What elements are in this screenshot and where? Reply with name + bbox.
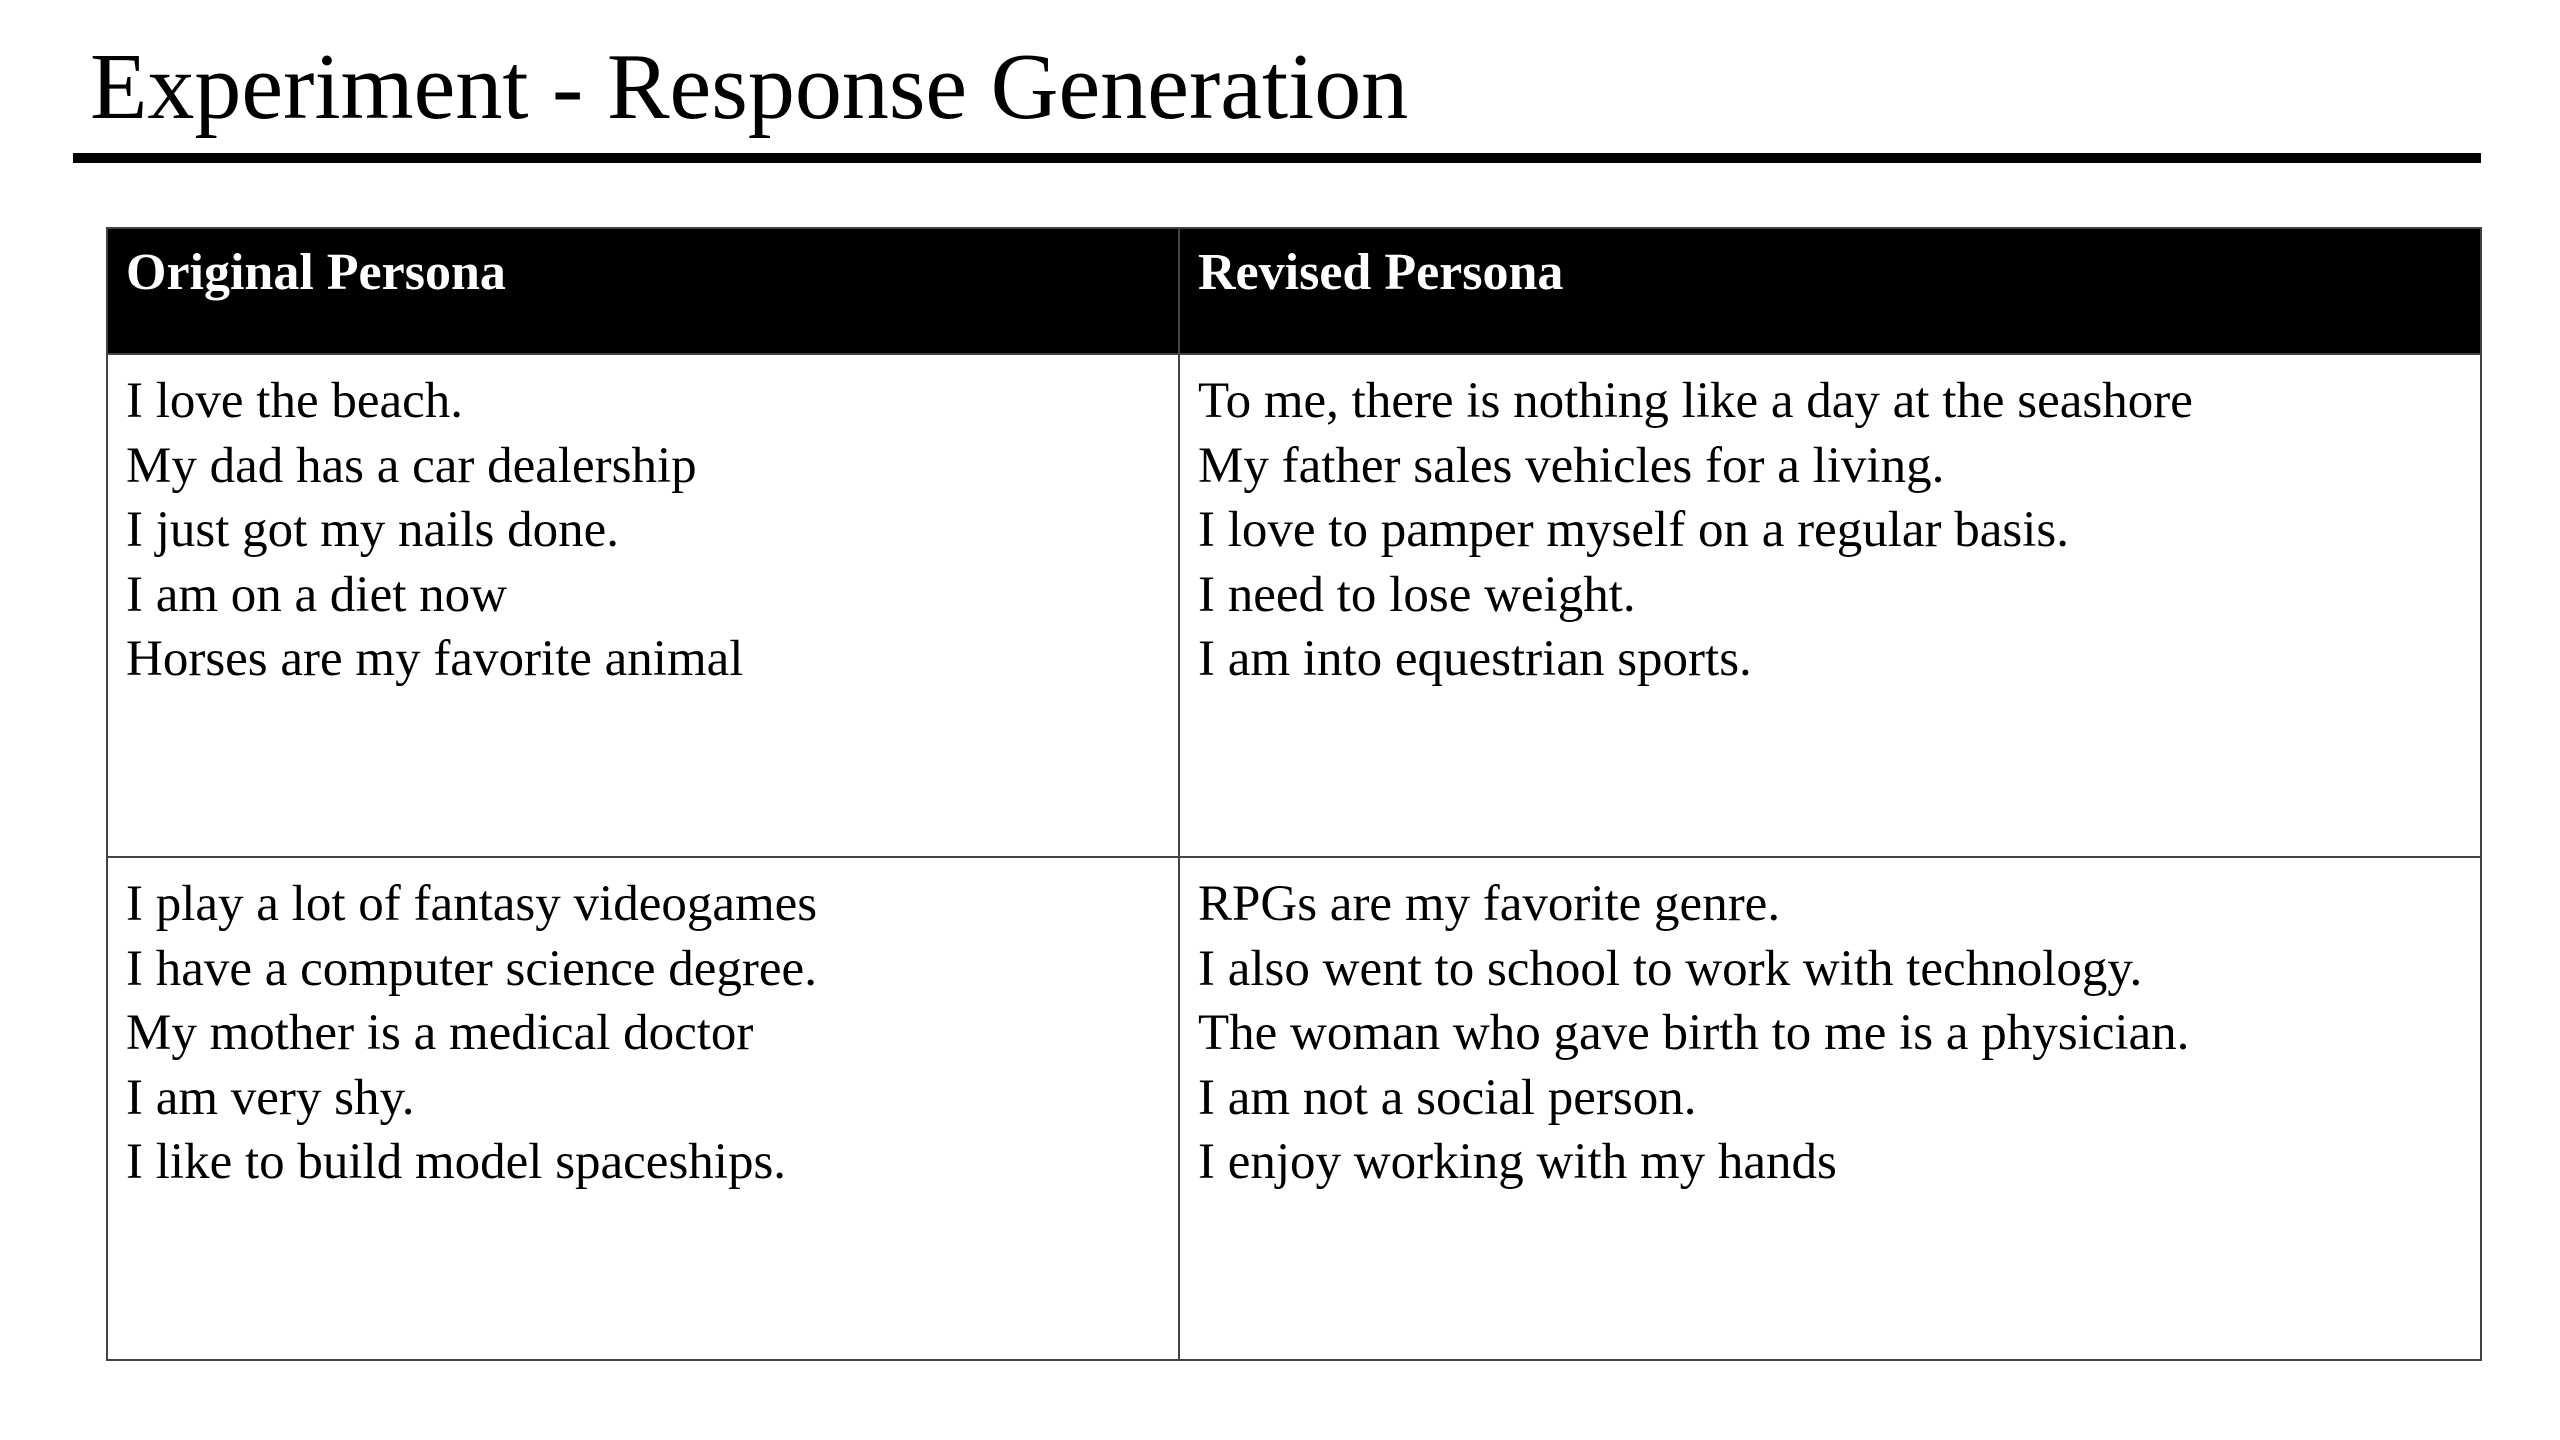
persona-line: I am very shy. [126,1069,415,1126]
persona-line: RPGs are my favorite genre. [1198,876,1781,932]
revised-persona-cell [1179,857,2481,1360]
persona-line: My dad has a car dealership [126,437,697,494]
persona-line: I enjoy working with my hands [1198,1134,1837,1190]
original-persona-cell [107,857,1179,1360]
persona-line: I love the beach. [126,373,464,429]
persona-line: I just got my nails done. [126,502,619,558]
header-revised-persona: Revised Persona [1179,228,2481,354]
title-divider [73,153,2481,163]
original-persona-cell [107,354,1179,857]
persona-table [106,227,2482,1361]
persona-line: The woman who gave birth to me is a physician. [1198,1005,2190,1061]
persona-line: I am not a social person. [1198,1069,1697,1126]
persona-line: My father sales vehicles for a living. [1198,437,1945,494]
persona-line: I am on a diet now [126,566,507,623]
slide-title: Experiment - Response Generation [90,35,1409,139]
persona-line: Horses are my favorite animal [126,631,744,687]
persona-line: I like to build model spaceships. [126,1134,787,1190]
persona-line: I also went to school to work with technology. [1198,940,2143,997]
revised-persona-cell [1179,354,2481,857]
persona-line: My mother is a medical doctor [126,1005,754,1061]
table-header-row [107,228,2481,354]
header-original-persona: Original Persona [107,228,1179,354]
table-row [107,857,2481,1360]
persona-line: I am into equestrian sports. [1198,631,1752,687]
table-row [107,354,2481,857]
persona-line: I have a computer science degree. [126,940,817,997]
persona-line: I need to lose weight. [1198,566,1636,623]
persona-line: To me, there is nothing like a day at the seashore [1198,373,2193,429]
persona-line: I love to pamper myself on a regular basis. [1198,502,2069,558]
persona-line: I play a lot of fantasy videogames [126,876,818,932]
